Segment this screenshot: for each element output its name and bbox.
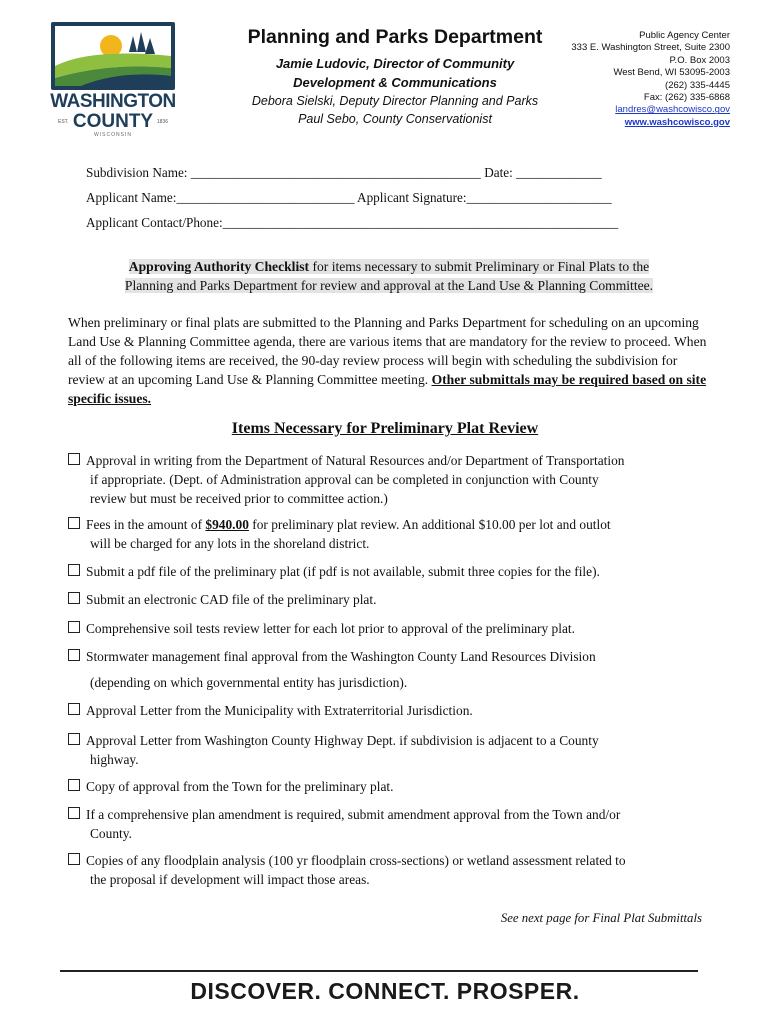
checklist-item: Approval in writing from the Department of Natural Resources and/or Department of Transportation if appropriate. (Dept. of Administration approval can be completed in conjunction with County review but must be received prior to committee action.): [68, 451, 708, 508]
checklist-item: Copies of any floodplain analysis (100 yr floodplain cross-sections) or wetland assessment related to the proposal if development will impact those areas.: [68, 851, 708, 889]
header-center: [232, 24, 558, 128]
checklist-item: Copy of approval from the Town for the preliminary plat.: [68, 777, 708, 796]
footer-divider: [60, 970, 698, 972]
applicant-contact-field[interactable]: Applicant Contact/Phone:____________________________________________________________: [86, 215, 619, 230]
checkbox[interactable]: [68, 733, 80, 745]
conservationist: Paul Sebo, County Conservationist: [298, 112, 492, 126]
checkbox[interactable]: [68, 517, 80, 529]
checkbox[interactable]: [68, 592, 80, 604]
logo-year: 1836: [156, 119, 168, 125]
checklist-item: Comprehensive soil tests review letter for each lot prior to approval of the preliminary plat.: [68, 619, 708, 638]
applicant-name-signature-field[interactable]: Applicant Name:___________________________ Applicant Signature:______________________: [86, 190, 612, 205]
checkbox[interactable]: [68, 807, 80, 819]
agency-name: Public Agency Center: [639, 30, 730, 41]
checkbox[interactable]: [68, 564, 80, 576]
section-heading: Items Necessary for Preliminary Plat Review: [231, 420, 539, 437]
intro-emphasis: Other submittals may be required based on site specific issues.: [68, 372, 707, 406]
checklist-banner: [66, 257, 712, 295]
fee-amount: $940.00: [205, 517, 249, 532]
checklist-item: Submit a pdf file of the preliminary plat (if pdf is not available, submit three copies for the file).: [68, 562, 708, 581]
logo-state: WISCONSIN: [94, 132, 132, 138]
checklist-item: If a comprehensive plan amendment is required, submit amendment approval from the Town and/or County.: [68, 805, 708, 843]
county-logo: [48, 22, 178, 140]
agency-phone: (262) 335-4445: [665, 79, 730, 91]
checkbox[interactable]: [68, 453, 80, 465]
logo-wordmark-line2: COUNTY: [72, 111, 154, 132]
checkbox[interactable]: [68, 853, 80, 865]
intro-paragraph: [68, 313, 708, 408]
checklist-item: Submit an electronic CAD file of the preliminary plat.: [68, 590, 708, 609]
logo-wordmark-line1: WASHINGTON: [50, 91, 176, 112]
next-page-note: See next page for Final Plat Submittals: [500, 911, 702, 925]
checkbox[interactable]: [68, 703, 80, 715]
county-landscape-icon: [51, 22, 175, 90]
banner-line2: Planning and Parks Department for review and approval at the Land Use & Planning Committee.: [124, 278, 654, 293]
footer-tagline: DISCOVER. CONNECT. PROSPER.: [190, 978, 580, 1004]
banner-rest: for items necessary to submit Preliminary or Final Plats to the: [309, 259, 650, 274]
subdivision-date-field[interactable]: Subdivision Name: ____________________________________________ Date: _____________: [86, 165, 602, 180]
checkbox[interactable]: [68, 779, 80, 791]
checklist-item-fees: Fees in the amount of $940.00 for preliminary plat review. An additional $10.00 per lot and outlot will be charged for any lots in the shoreland district.: [68, 515, 708, 553]
checklist-item: Approval Letter from the Municipality with Extraterritorial Jurisdiction.: [68, 701, 708, 720]
intro-text: When preliminary or final plats are submitted to the Planning and Parks Department for scheduling on an upcoming Land Use & Planning Committee agenda, there are various items that are mandatory for the review to proceed. When all of the following items are received, the 90-day review process will begin with scheduling the subdivision for review at an upcoming Land Use & Planning Committee meeting.: [68, 315, 707, 387]
deputy-director: Debora Sielski, Deputy Director Planning and Parks: [251, 94, 539, 108]
checklist-item: Approval Letter from Washington County Highway Dept. if subdivision is adjacent to a County highway.: [68, 731, 708, 769]
agency-po-box: P.O. Box 2003: [669, 54, 730, 66]
agency-fax: Fax: (262) 335-6868: [643, 92, 730, 104]
director-line2: Development & Communications: [293, 75, 497, 90]
director-line1: Jamie Ludovic, Director of Community: [275, 56, 515, 71]
logo-est: EST.: [58, 119, 69, 125]
checkbox[interactable]: [68, 649, 80, 661]
department-title: Planning and Parks Department: [247, 26, 543, 48]
agency-email-link[interactable]: landres@washcowisco.gov: [615, 104, 730, 116]
banner-bold: Approving Authority Checklist: [128, 259, 310, 274]
agency-city: West Bend, WI 53095-2003: [613, 67, 730, 79]
agency-website-link[interactable]: www.washcowisco.gov: [624, 116, 730, 128]
checklist-item: Stormwater management final approval from the Washington County Land Resources Division (depending on which governmental entity has jurisdiction).: [68, 647, 708, 692]
agency-street: 333 E. Washington Street, Suite 2300: [571, 42, 730, 54]
contact-block: [530, 30, 730, 129]
checkbox[interactable]: [68, 621, 80, 633]
